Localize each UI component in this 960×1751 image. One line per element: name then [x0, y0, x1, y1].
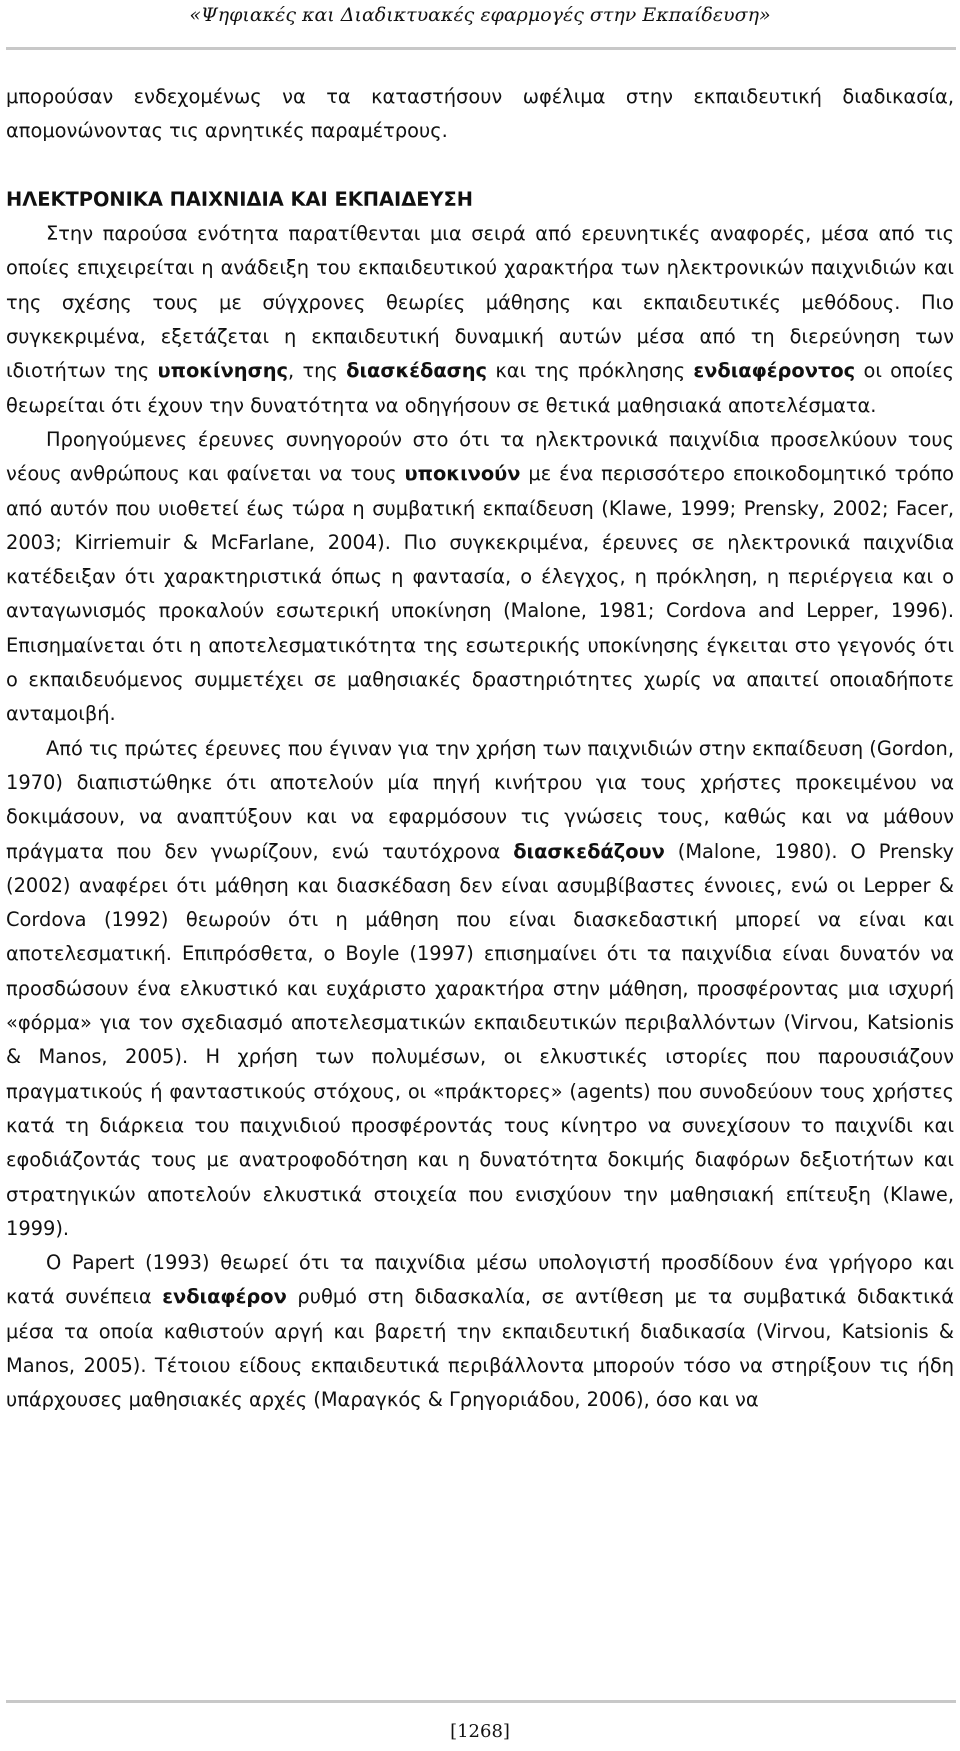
intro-paragraph: μπορούσαν ενδεχομένως να τα καταστήσουν ωφέλιμα στην εκπαιδευτική διαδικασία, απομονώνοντας τις αρνητικές παραμέτρους. — [6, 85, 954, 143]
p2-text-c: με ένα περισσότερο εποικοδομητικό τρόπο από αυτόν που υιοθετεί έως τώρα η συμβατική εκπαίδευση (Klawe, 1999; Prensky, 2002; Facer, 2003; Kirriemuir & McFarlane, 2004). Πιο συγκεκριμένα, έρευνες σε ηλεκτρονικά παιχνίδια κατέδειξαν ότι χαρακτηριστικά όπως η φαντασία, ο έλεγχος, η πρόκληση, η περιέργεια και ο ανταγωνισμός προκαλούν εσωτερική υποκίνηση (Malone, 1981; Cordova and Lepper, 1996). Επισημαίνεται ότι η αποτελεσματικότητα της εσωτερικής υποκίνησης έγκειται στο γεγονός ότι ο εκπαιδευόμενος συμμετέχει σε μαθησιακές δραστηριότητες χωρίς να απαιτεί οποιαδήποτε ανταμοιβή. — [6, 462, 954, 726]
header-rule — [6, 47, 956, 50]
p1-text-e: οι οποίες θεωρείται ότι έχουν την δυνατότητα να οδηγήσουν σε θετικά μαθησιακά αποτελέσματα. — [6, 359, 955, 417]
p3-bold-term-1: διασκεδάζουν — [513, 839, 665, 863]
p4-text-a: Ο Papert (1993) θεωρεί ότι τα παιχνίδια μέσω υπολογιστή προσδίδουν ένα γρήγορο και κατά συνέπεια — [6, 1251, 954, 1309]
paragraph-2 — [6, 423, 954, 732]
p2-bold-term-1: υποκινούν — [404, 462, 521, 486]
page-number: [1268] — [450, 1721, 510, 1742]
p4-text-c: ρυθμό στη διδασκαλία, σε αντίθεση με τα συμβατικά διδακτικά μέσα τα οποία καθιστούν αργή και βαρετή την εκπαιδευτική διαδικασία (Virvou, Katsionis & Manos, 2005). Τέτοιου είδους εκπαιδευτικά περιβάλλοντα μπορούν τόσο να στηρίξουν τις ήδη υπάρχουσες μαθησιακές αρχές (Μαραγκός & Γρηγοριάδου, 2006), όσο και να — [6, 1285, 954, 1412]
p3-text-c: (Malone, 1980). Ο Prensky (2002) αναφέρει ότι μάθηση και διασκέδαση δεν είναι ασυμβίβαστες έννοιες, ενώ οι Lepper & Cordova (1992) θεωρούν ότι η μάθηση που είναι διασκεδαστική μπορεί να είναι και αποτελεσματική. Επιπρόσθετα, ο Boyle (1997) επισημαίνει ότι τα παιχνίδια είναι δυνατόν να προσδώσουν ένα ελκυστικό και ευχάριστο χαρακτήρα στην μάθηση, προσφέροντας μια ισχυρή «φόρμα» για τον σχεδιασμό αποτελεσματικών εκπαιδευτικών περιβαλλόντων (Virvou, Katsionis & Manos, 2005). Η χρήση των πολυμέσων, οι ελκυστικές ιστορίες που παρουσιάζουν πραγματικούς ή φανταστικούς στόχους, οι «πράκτορες» (agents) που συνοδεύουν τους χρήστες κατά τη διάρκεια του παιχνιδιού προσφέροντάς τους κίνητρο να συνεχίσουν το παιχνίδι και εφοδιάζοντάς τους με ανατροφοδότηση και η δυνατότητα δοκιμής διαφόρων δεξιοτήτων και στρατηγικών αποτελούν ελκυστικά στοιχεία που ενισχύουν την μαθησιακή επίτευξη (Klawe, 1999). — [6, 839, 954, 1240]
p1-bold-term-3: ενδιαφέροντος — [693, 359, 856, 383]
section-gap — [6, 149, 954, 183]
p2-text-a: Προηγούμενες έρευνες συνηγορούν στο ότι τα ηλεκτρονικά παιχνίδια προσελκύουν τους νέους ανθρώπους και φαίνεται να τους — [6, 427, 954, 486]
p4-bold-term-1: ενδιαφέρον — [162, 1285, 287, 1309]
paragraph-3 — [6, 732, 954, 1246]
p1-bold-term-1: υποκίνησης — [157, 359, 289, 383]
p1-text-a: Στην παρούσα ενότητα παρατίθενται μια σειρά από ερευνητικές αναφορές, μέσα από τις οποίες επιχειρείται η ανάδειξη του εκπαιδευτικού χαρακτήρα των ηλεκτρονικών παιχνιδιών και της σχέσης τους με σύγχρονες θεωρίες μάθησης και εκπαιδευτικές μεθόδους. Πιο συγκεκριμένα, εξετάζεται η εκπαιδευτική δυναμική αυτών μέσα από τη διερεύνηση των ιδιοτήτων της — [6, 222, 954, 383]
running-header: «Ψηφιακές και Διαδικτυακές εφαρμογές στην Εκπαίδευση» — [189, 4, 771, 26]
p1-text-d: και της πρόκλησης — [487, 359, 694, 383]
paragraph-4 — [6, 1246, 954, 1417]
section-heading: ΗΛΕΚΤΡΟΝΙΚΑ ΠΑΙΧΝΙΔΙΑ ΚΑΙ ΕΚΠΑΙΔΕΥΣΗ — [6, 187, 473, 211]
paragraph-1 — [6, 217, 954, 423]
p1-bold-term-2: διασκέδασης — [346, 359, 488, 383]
p1-text-c: , της — [288, 359, 347, 383]
p3-text-a: Από τις πρώτες έρευνες που έγιναν για την χρήση των παιχνιδιών στην εκπαίδευση (Gordon, 1970) διαπιστώθηκε ότι αποτελούν μία πηγή κινήτρου για τους χρήστες προκειμένου να δοκιμάσουν, να αναπτύξουν και να εφαρμόσουν τις γνώσεις τους, καθώς και να μάθουν πράγματα που δεν γνωρίζουν, ενώ ταυτόχρονα — [6, 736, 954, 863]
page-body — [6, 80, 954, 1418]
footer-rule — [6, 1700, 956, 1703]
